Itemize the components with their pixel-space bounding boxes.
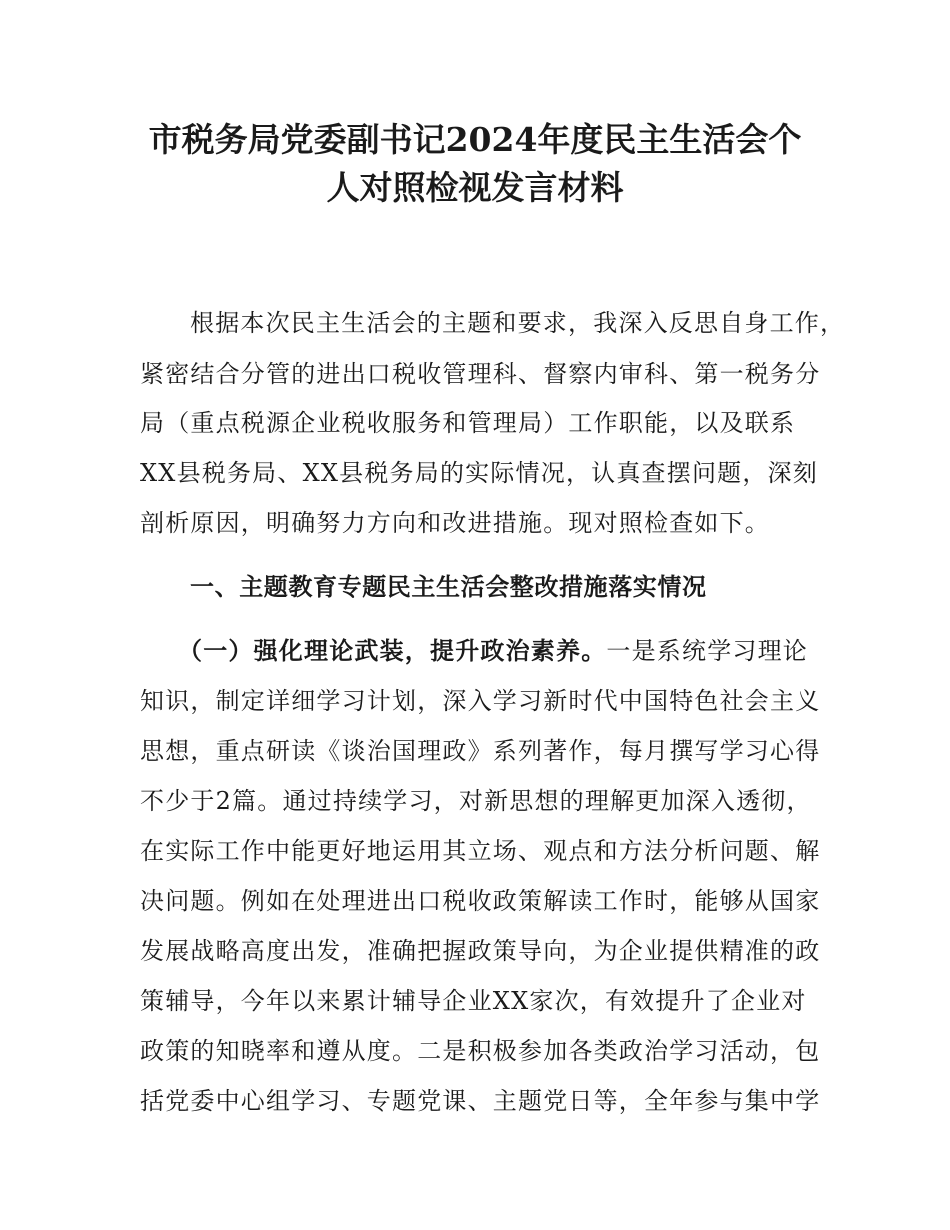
subsection-1-line-5: 在实际工作中能更好地运用其立场、观点和方法分析问题、解: [140, 837, 821, 865]
intro-line-4: XX县税务局、XX县税务局的实际情况，认真查摆问题，深刻: [140, 459, 818, 487]
subsection-1-lead: （一）强化理论武装，提升政治素养。: [178, 636, 607, 665]
subsection-1-line-9: 政策的知晓率和遵从度。二是积极参加各类政治学习活动，包: [140, 1037, 821, 1065]
subsection-1-line-6: 决问题。例如在处理进出口税收政策解读工作时，能够从国家: [140, 887, 821, 915]
subsection-1-line-2: 知识，制定详细学习计划，深入学习新时代中国特色社会主义: [140, 687, 821, 715]
subsection-1-line-7: 发展战略高度出发，准确把握政策导向，为企业提供精准的政: [140, 937, 821, 965]
document-title-line-1: 市税务局党委副书记2024年度民主生活会个: [148, 120, 802, 159]
subsection-1-line-1: [178, 635, 808, 667]
subsection-1-line-3: 思想，重点研读《谈治国理政》系列著作，每月撰写学习心得: [140, 737, 821, 765]
subsection-1-line-1-rest: 一是系统学习理论: [606, 637, 809, 665]
intro-line-2: 紧密结合分管的进出口税收管理科、督察内审科、第一税务分: [140, 360, 821, 388]
intro-line-1: 根据本次民主生活会的主题和要求，我深入反思自身工作，: [190, 309, 846, 337]
intro-line-5: 剖析原因，明确努力方向和改进措施。现对照检查如下。: [140, 509, 770, 537]
intro-line-3: 局（重点税源企业税收服务和管理局）工作职能，以及联系: [140, 409, 796, 437]
document-title-line-2: 人对照检视发言材料: [326, 168, 624, 207]
section-1-heading: 一、主题教育专题民主生活会整改措施落实情况: [190, 572, 707, 601]
subsection-1-line-4: 不少于2篇。通过持续学习，对新思想的理解更加深入透彻，: [140, 787, 812, 815]
subsection-1-line-8: 策辅导，今年以来累计辅导企业XX家次，有效提升了企业对: [140, 987, 807, 1015]
subsection-1-line-10: 括党委中心组学习、专题党课、主题党日等，全年参与集中学: [140, 1087, 821, 1115]
